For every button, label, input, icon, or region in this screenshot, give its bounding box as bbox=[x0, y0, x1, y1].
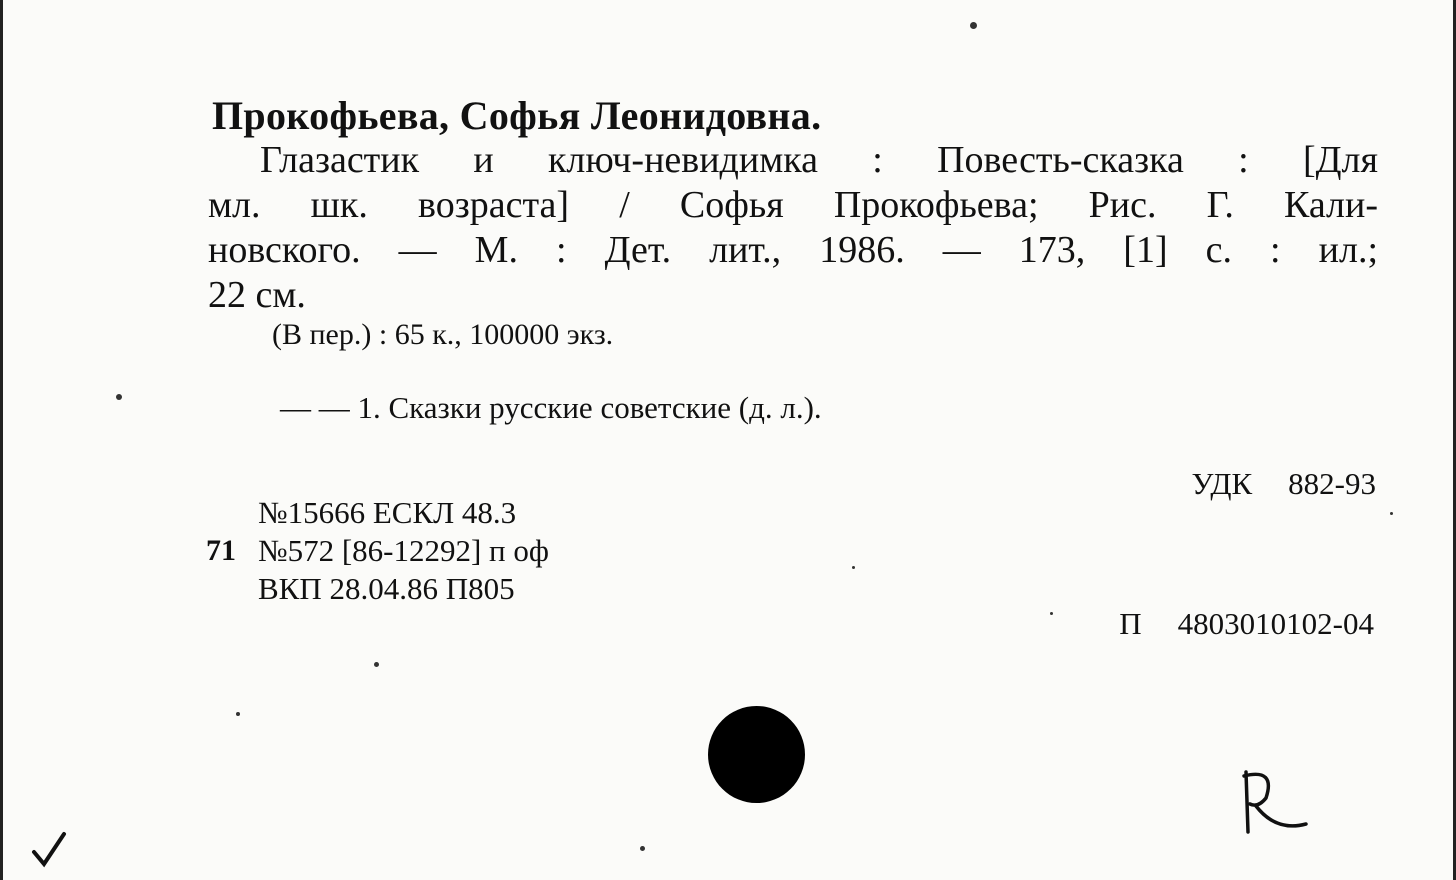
description-line: 22 см. bbox=[208, 274, 306, 316]
library-number: 71 bbox=[206, 534, 236, 567]
handwritten-initial-mark bbox=[1236, 762, 1316, 842]
dust-speck bbox=[1050, 612, 1053, 615]
publisher-code bbox=[1119, 606, 1374, 642]
library-spacer bbox=[206, 570, 258, 608]
subject-heading: — — 1. Сказки русские советские (д. л.). bbox=[280, 390, 822, 425]
library-line: №572 [86-12292] п оф bbox=[258, 533, 549, 568]
library-row bbox=[206, 570, 549, 608]
dust-speck bbox=[116, 394, 122, 400]
description-line: мл. шк. возраста] / Софья Прокофьева; Рис. Г. Кали- bbox=[208, 184, 1378, 226]
udk-label: УДК bbox=[1191, 466, 1253, 501]
card-left-edge bbox=[0, 0, 3, 880]
p-label: П bbox=[1119, 606, 1142, 641]
udk-value: 882-93 bbox=[1288, 466, 1376, 501]
punch-hole bbox=[708, 706, 805, 803]
dust-speck bbox=[1390, 512, 1393, 515]
library-spacer bbox=[206, 494, 258, 532]
udk-classification bbox=[1192, 466, 1376, 502]
dust-speck bbox=[970, 22, 977, 29]
dust-speck bbox=[640, 846, 645, 851]
dust-speck bbox=[852, 566, 855, 569]
dust-speck bbox=[374, 662, 379, 667]
dust-speck bbox=[236, 712, 240, 716]
description-line: новского. — М. : Дет. лит., 1986. — 173, [1] с. : ил.; bbox=[208, 229, 1378, 271]
p-code-value: 4803010102-04 bbox=[1177, 606, 1374, 641]
checkmark-mark bbox=[30, 830, 70, 870]
library-row bbox=[206, 494, 549, 532]
author-heading: Прокофьева, Софья Леонидовна. bbox=[212, 93, 822, 138]
library-line: ВКП 28.04.86 П805 bbox=[258, 571, 515, 606]
price-line: (В пер.) : 65 к., 100000 экз. bbox=[272, 318, 614, 351]
bibliographic-description bbox=[208, 138, 1378, 318]
library-record bbox=[206, 494, 549, 608]
library-line: №15666 ЕСКЛ 48.3 bbox=[258, 495, 517, 530]
library-row bbox=[206, 532, 549, 570]
description-line: Глазастик и ключ-невидимка : Повесть-сказка : [Для bbox=[260, 139, 1378, 181]
